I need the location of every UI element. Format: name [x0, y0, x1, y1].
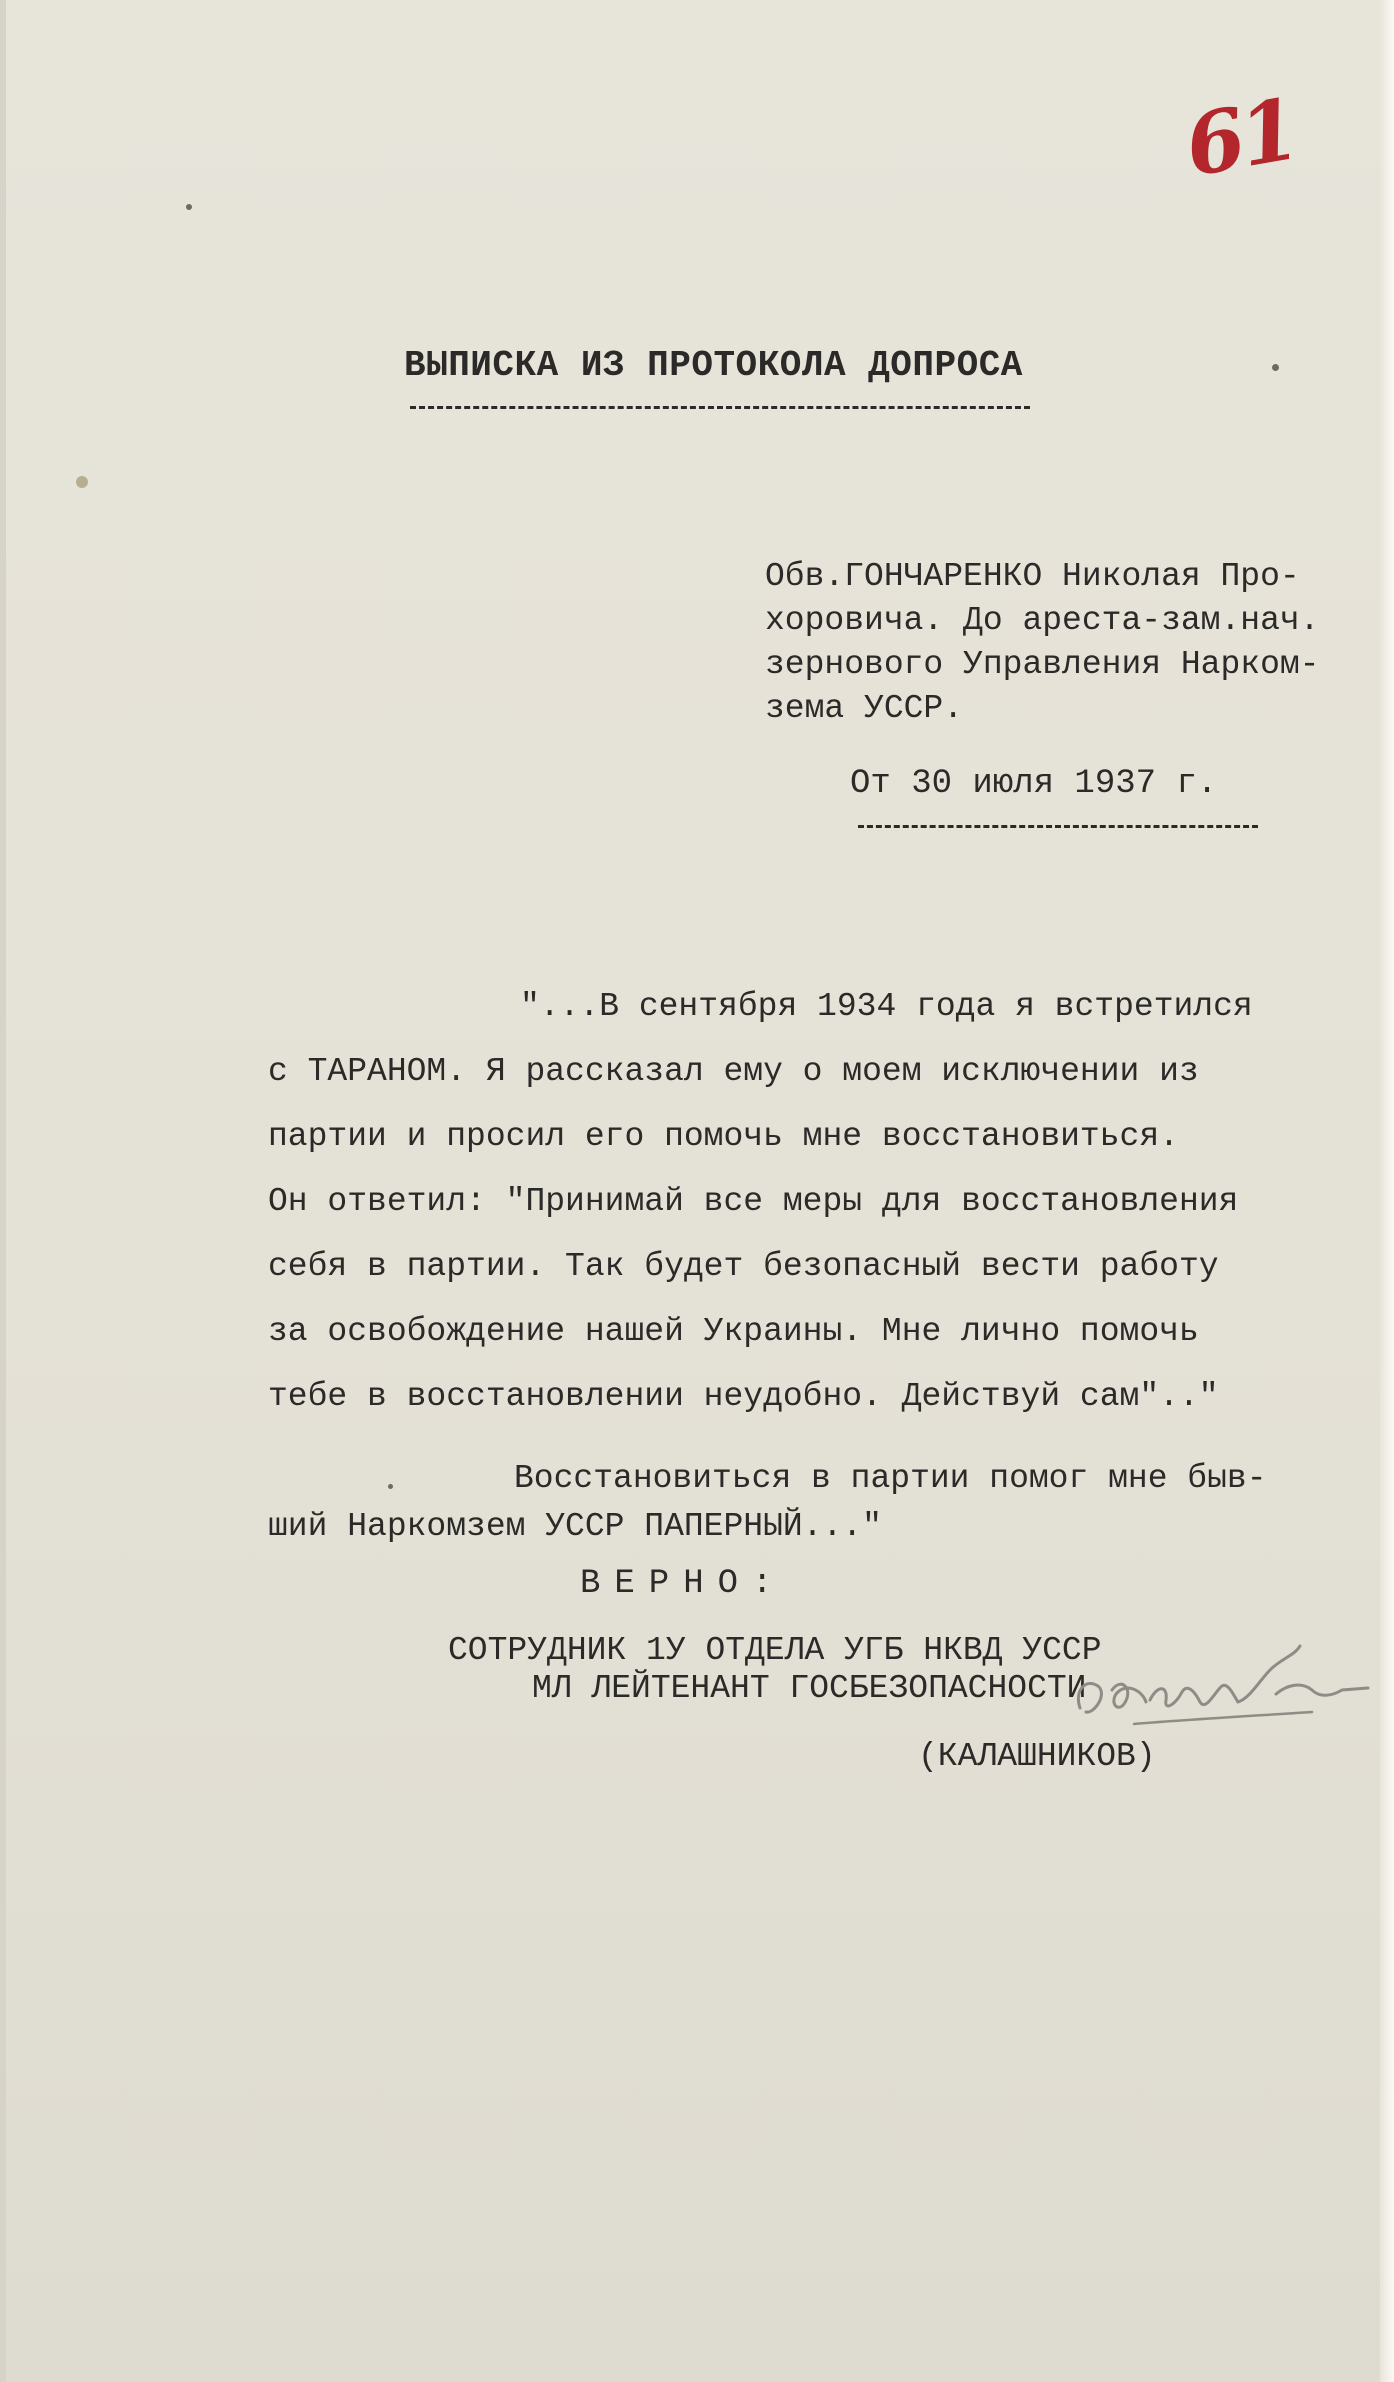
paper-speck	[76, 476, 88, 488]
testimony-line: себя в партии. Так будет безопасный вести работу	[268, 1248, 1219, 1285]
testimony-excerpt	[268, 974, 1253, 1429]
testimony-line: партии и просил его помочь мне восстановиться.	[268, 1118, 1179, 1155]
page-left-edge	[0, 0, 6, 2382]
subject-line: Обв.ГОНЧАРЕНКО Николая Про-	[765, 558, 1300, 595]
subject-line: зема УССР.	[765, 690, 964, 727]
testimony-line: с ТАРАНОМ. Я рассказал ему о моем исключении из	[268, 1053, 1199, 1090]
testimony-line: Он ответил: "Принимай все меры для восстановления	[268, 1183, 1239, 1220]
paper-speck	[1272, 364, 1279, 371]
handwritten-signature	[1050, 1620, 1370, 1750]
closing-line: ший Наркомзем УССР ПАПЕРНЫЙ..."	[268, 1508, 882, 1545]
closing-paragraph	[268, 1455, 1267, 1551]
testimony-line: за освобождение нашей Украины. Мне лично помочь	[268, 1313, 1199, 1350]
certification-mark: ВЕРНО:	[580, 1565, 787, 1603]
subject-line: зернового Управления Нарком-	[765, 646, 1320, 683]
paper-speck	[186, 204, 192, 210]
officer-position: СОТРУДНИК 1У ОТДЕЛА УГБ НКВД УССР	[448, 1632, 1102, 1669]
date-underline	[858, 825, 1258, 828]
protocol-date: От 30 июля 1937 г.	[850, 765, 1218, 803]
subject-block	[765, 555, 1385, 731]
title-underline	[410, 406, 1030, 409]
page-right-edge	[1380, 0, 1394, 2382]
testimony-line: "...В сентября 1934 года я встретился	[520, 988, 1253, 1025]
subject-line: хоровича. До ареста-зам.нач.	[765, 602, 1320, 639]
folio-number: 61	[1178, 79, 1303, 196]
officer-block	[448, 1632, 1102, 1708]
closing-line: Восстановиться в партии помог мне быв-	[514, 1460, 1267, 1497]
testimony-line: тебе в восстановлении неудобно. Действуй сам".."	[268, 1378, 1219, 1415]
officer-rank: МЛ ЛЕЙТЕНАНТ ГОСБЕЗОПАСНОСТИ	[532, 1670, 1087, 1707]
document-title: ВЫПИСКА ИЗ ПРОТОКОЛА ДОПРОСА	[404, 345, 1023, 386]
officer-name: (КАЛАШНИКОВ)	[918, 1738, 1156, 1775]
